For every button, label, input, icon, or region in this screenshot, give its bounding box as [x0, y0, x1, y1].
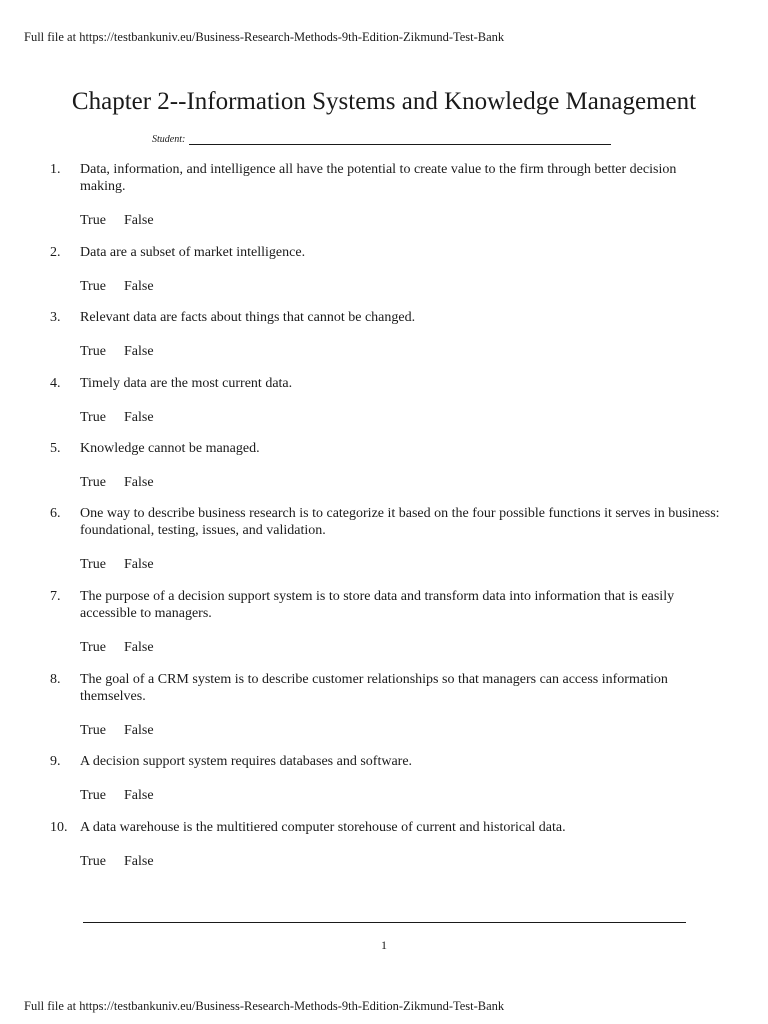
answer-false: False: [124, 344, 154, 359]
student-name-row: [152, 134, 611, 145]
question-text: The purpose of a decision support system is to store data and transform data into information that is easily accessible to managers.: [80, 589, 675, 621]
question-text: Data are a subset of market intelligence.: [80, 245, 306, 260]
answer-false: False: [124, 557, 154, 572]
question-text: Relevant data are facts about things that cannot be changed.: [80, 310, 416, 325]
question-number: 4.: [50, 376, 61, 391]
answer-options: [80, 787, 720, 804]
question-text: Timely data are the most current data.: [80, 376, 293, 391]
footer-divider: [83, 922, 686, 923]
question-5: [50, 440, 720, 491]
answer-true: True: [80, 410, 106, 425]
question-text: One way to describe business research is to categorize it based on the four possible functions it serves in business: foundational, testing, issues, and validation.: [80, 506, 720, 538]
student-label: Student:: [152, 134, 186, 145]
question-text: Data, information, and intelligence all have the potential to create value to the firm through better decision making.: [80, 162, 677, 194]
question-text: Knowledge cannot be managed.: [80, 441, 260, 456]
answer-true: True: [80, 344, 106, 359]
question-number: 3.: [50, 310, 61, 325]
answer-options: [80, 853, 720, 870]
question-9: [50, 753, 720, 804]
question-number: 6.: [50, 506, 61, 521]
answer-true: True: [80, 475, 106, 490]
question-number: 9.: [50, 754, 61, 769]
page-title: Chapter 2--Information Systems and Knowledge Management: [71, 88, 697, 115]
footer-url-text: Full file at https://testbankuniv.eu/Business-Research-Methods-9th-Edition-Zikmund-Test-Bank: [24, 999, 505, 1013]
answer-true: True: [80, 854, 106, 869]
answer-options: [80, 556, 720, 573]
answer-false: False: [124, 213, 154, 228]
question-number: 1.: [50, 162, 61, 177]
answer-false: False: [124, 410, 154, 425]
answer-false: False: [124, 723, 154, 738]
question-3: [50, 309, 720, 360]
question-7: [50, 588, 720, 656]
answer-false: False: [124, 640, 154, 655]
answer-false: False: [124, 788, 154, 803]
answer-false: False: [124, 475, 154, 490]
question-number: 8.: [50, 672, 61, 687]
question-6: [50, 505, 720, 573]
answer-false: False: [124, 854, 154, 869]
header-url-text: Full file at https://testbankuniv.eu/Business-Research-Methods-9th-Edition-Zikmund-Test-Bank: [24, 30, 505, 44]
answer-true: True: [80, 213, 106, 228]
answer-true: True: [80, 557, 106, 572]
question-number: 2.: [50, 245, 61, 260]
answer-true: True: [80, 640, 106, 655]
page-number: 1: [381, 938, 387, 952]
question-4: [50, 375, 720, 426]
answer-options: [80, 639, 720, 656]
answer-true: True: [80, 723, 106, 738]
answer-options: [80, 474, 720, 491]
question-number: 10.: [50, 820, 68, 835]
answer-true: True: [80, 788, 106, 803]
question-text: A data warehouse is the multitiered computer storehouse of current and historical data.: [80, 820, 566, 835]
answer-options: [80, 722, 720, 739]
answer-options: [80, 212, 720, 229]
question-8: [50, 671, 720, 739]
question-2: [50, 244, 720, 295]
answer-options: [80, 409, 720, 426]
question-text: The goal of a CRM system is to describe customer relationships so that managers can access information themselves.: [80, 672, 668, 704]
answer-options: [80, 278, 720, 295]
question-text: A decision support system requires databases and software.: [80, 754, 413, 769]
question-10: [50, 819, 720, 870]
question-1: [50, 161, 720, 229]
answer-false: False: [124, 279, 154, 294]
answer-true: True: [80, 279, 106, 294]
answer-options: [80, 343, 720, 360]
question-number: 5.: [50, 441, 61, 456]
student-name-line: [189, 134, 611, 145]
question-number: 7.: [50, 589, 61, 604]
